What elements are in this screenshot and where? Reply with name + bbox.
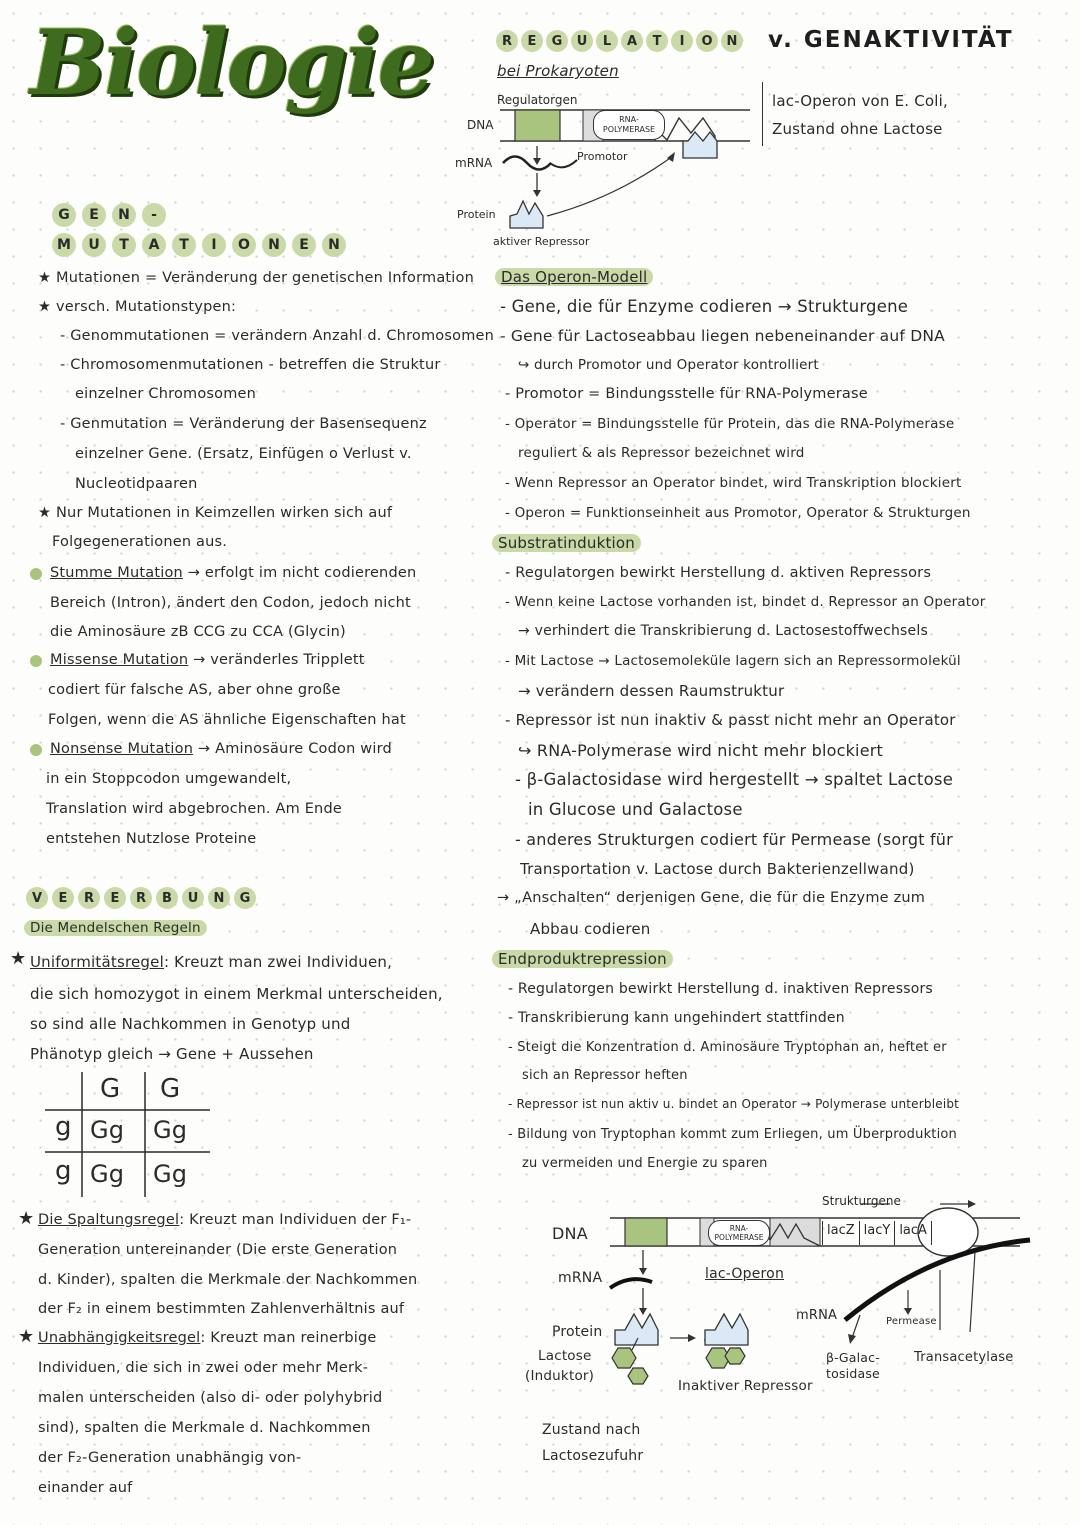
heading-letter: M bbox=[52, 233, 76, 257]
vererbung-heading bbox=[26, 887, 256, 909]
independence-rule-desc: : Kreuzt man reinerbige bbox=[200, 1330, 377, 1346]
mutation-line: Folgen, wenn die AS ähnliche Eigenschaften hat bbox=[48, 712, 406, 728]
heading-letter: E bbox=[52, 887, 74, 909]
heading-letter: V bbox=[26, 887, 48, 909]
mutation-line: entstehen Nutzlose Proteine bbox=[46, 831, 257, 847]
punnett-cell: Gg bbox=[153, 1160, 188, 1188]
inheritance-line: Generation untereinander (Die erste Generation bbox=[38, 1242, 398, 1258]
induction-line: → verändern dessen Raumstruktur bbox=[518, 682, 785, 700]
substrate-induction-heading bbox=[492, 534, 641, 552]
induction-line: in Glucose und Galactose bbox=[528, 800, 743, 819]
repression-line: - Bildung von Tryptophan kommt zum Erliegen, um Überproduktion bbox=[508, 1127, 957, 1142]
protein-label: Protein bbox=[457, 208, 496, 221]
heading-letter: U bbox=[82, 233, 106, 257]
mutation-line: einzelner Gene. (Ersatz, Einfügen o Verlust v. bbox=[75, 446, 412, 462]
heading-letter: G bbox=[546, 30, 568, 52]
silent-mutation-line bbox=[50, 565, 416, 581]
mutation-line: ★ Nur Mutationen in Keimzellen wirken sich auf bbox=[38, 505, 393, 521]
structural-genes-label: Strukturgene bbox=[822, 1194, 901, 1208]
b-galactosidase-line2: tosidase bbox=[826, 1366, 880, 1381]
mutation-line: ★ versch. Mutationstypen: bbox=[38, 299, 237, 315]
heading-letter: R bbox=[496, 30, 518, 52]
mutation-line: ★ Mutationen = Veränderung der genetischen Information bbox=[38, 270, 474, 286]
induction-line: - Regulatorgen bewirkt Herstellung d. aktiven Repressors bbox=[505, 565, 932, 581]
state-caption: Lactosezufuhr bbox=[542, 1448, 644, 1464]
mutation-line: einzelner Chromosomen bbox=[75, 386, 257, 402]
induction-line: → „Anschalten“ derjenigen Gene, die für die Enzyme zum bbox=[497, 890, 926, 906]
repression-line: - Regulatorgen bewirkt Herstellung d. inaktiven Repressors bbox=[508, 981, 933, 997]
rna-polymerase-label: RNA-POLYMERASE bbox=[602, 115, 656, 134]
end-product-repression-heading bbox=[492, 950, 673, 968]
repression-line: - Steigt die Konzentration d. Aminosäure Tryptophan an, heftet er bbox=[508, 1040, 947, 1055]
heading-letter: T bbox=[172, 233, 196, 257]
punnett-row-label: g bbox=[55, 1112, 72, 1142]
induction-line: - Wenn keine Lactose vorhanden ist, bindet d. Repressor an Operator bbox=[505, 594, 986, 610]
mrna-label: mRNA bbox=[455, 156, 493, 170]
heading-letter: E bbox=[292, 233, 316, 257]
repression-line: - Transkribierung kann ungehindert stattfinden bbox=[508, 1010, 845, 1026]
dna-label: DNA bbox=[552, 1224, 588, 1243]
uniformity-rule-line bbox=[30, 953, 392, 971]
mutation-line: Folgegenerationen aus. bbox=[52, 534, 228, 550]
mendel-subheading bbox=[24, 920, 207, 936]
inheritance-line: so sind alle Nachkommen in Genotyp und bbox=[30, 1015, 351, 1033]
induction-line: - Mit Lactose → Lactosemoleküle lagern sich an Repressormolekül bbox=[505, 653, 961, 669]
mutation-line: codiert für falsche AS, aber ohne große bbox=[48, 682, 341, 698]
heading-letter: O bbox=[232, 233, 256, 257]
protein-label: Protein bbox=[552, 1324, 603, 1340]
heading-letter: N bbox=[262, 233, 286, 257]
operon-heading bbox=[495, 268, 653, 286]
punnett-header-cell: G bbox=[100, 1074, 121, 1104]
mutation-line: - Genmutation = Veränderung der Basensequenz bbox=[60, 416, 427, 432]
inheritance-line: d. Kinder), spalten die Merkmale der Nachkommen bbox=[38, 1272, 418, 1288]
heading-letter: B bbox=[156, 887, 178, 909]
operon-line: ↪ durch Promotor und Operator kontrolliert bbox=[518, 357, 819, 373]
promotor-label: Promotor bbox=[577, 150, 628, 163]
heading-letter: T bbox=[646, 30, 668, 52]
regulation-heading bbox=[496, 30, 743, 52]
gene-lacy: lacY bbox=[859, 1221, 895, 1245]
induction-line: - anderes Strukturgen codiert für Permease (sorgt für bbox=[515, 830, 953, 849]
page-title: Biologie bbox=[30, 10, 433, 116]
permease-label: Permease bbox=[886, 1316, 937, 1327]
segregation-rule-desc: : Kreuzt man Individuen der F₁- bbox=[179, 1212, 412, 1228]
regulation-subheading: bei Prokaryoten bbox=[497, 62, 619, 80]
operon-line: - Gene, die für Enzyme codieren → Strukturgene bbox=[500, 297, 909, 316]
mutation-line: - Genommutationen = verändern Anzahl d. Chromosomen bbox=[60, 328, 495, 344]
uniformity-rule-term: Uniformitätsregel bbox=[30, 953, 164, 971]
mrna-label: mRNA bbox=[558, 1270, 603, 1286]
regulatorgen-label: Regulatorgen bbox=[497, 93, 578, 107]
independence-rule-line bbox=[38, 1330, 376, 1346]
nonsense-mutation-desc: → Aminosäure Codon wird bbox=[197, 741, 392, 757]
rna-polymerase-label: RNA-POLYMERASE bbox=[714, 1224, 764, 1242]
heading-letter: U bbox=[571, 30, 593, 52]
gen-heading-line1 bbox=[52, 203, 166, 227]
heading-letter: G bbox=[52, 203, 76, 227]
inheritance-line: der F₂ in einem bestimmten Zahlenverhältnis auf bbox=[38, 1301, 405, 1317]
punnett-cell: Gg bbox=[90, 1116, 125, 1144]
repression-line: - Repressor ist nun aktiv u. bindet an Operator → Polymerase unterbleibt bbox=[508, 1097, 960, 1111]
mutation-line: Translation wird abgebrochen. Am Ende bbox=[46, 801, 342, 817]
gen-heading-line2 bbox=[52, 233, 346, 257]
heading-letter: - bbox=[142, 203, 166, 227]
end-product-repression-heading-text: Endproduktrepression bbox=[492, 950, 673, 968]
heading-letter: G bbox=[234, 887, 256, 909]
operon-line: - Operator = Bindungsstelle für Protein, das die RNA-Polymerase bbox=[505, 416, 955, 432]
heading-letter: I bbox=[671, 30, 693, 52]
punnett-row-label: g bbox=[55, 1156, 72, 1186]
heading-letter: N bbox=[208, 887, 230, 909]
b-galactosidase-label bbox=[826, 1350, 880, 1382]
inheritance-line: malen unterscheiden (also di- oder polyhybrid bbox=[38, 1390, 383, 1406]
b-galactosidase-line1: β-Galac- bbox=[826, 1350, 880, 1365]
operon-line: - Promotor = Bindungsstelle für RNA-Polymerase bbox=[505, 386, 868, 402]
repression-line: zu vermeiden und Energie zu sparen bbox=[522, 1156, 768, 1171]
heading-letter: N bbox=[112, 203, 136, 227]
lac-operon-label: lac-Operon bbox=[705, 1266, 785, 1282]
heading-letter: I bbox=[202, 233, 226, 257]
segregation-rule-term: Die Spaltungsregel bbox=[38, 1212, 180, 1228]
heading-letter: N bbox=[322, 233, 346, 257]
heading-letter: E bbox=[82, 203, 106, 227]
inheritance-line: einander auf bbox=[38, 1480, 133, 1496]
nonsense-mutation-line bbox=[50, 741, 392, 757]
punnett-cell: Gg bbox=[153, 1116, 188, 1144]
heading-letter: N bbox=[721, 30, 743, 52]
operon-line: - Operon = Funktionseinheit aus Promotor, Operator & Strukturgen bbox=[505, 505, 971, 521]
mendel-subheading-text: Die Mendelschen Regeln bbox=[24, 920, 207, 936]
regulation-heading-suffix: v. GENAKTIVITÄT bbox=[768, 27, 1014, 53]
lactose-label: Lactose bbox=[538, 1348, 592, 1364]
gene-boxes bbox=[822, 1221, 932, 1245]
nonsense-mutation-term: Nonsense Mutation bbox=[50, 741, 194, 757]
gene-laca: lacA bbox=[894, 1221, 932, 1245]
operon-heading-text: Das Operon-Modell bbox=[495, 268, 653, 286]
inheritance-line: Individuen, die sich in zwei oder mehr Merk- bbox=[38, 1360, 369, 1376]
repression-line: sich an Repressor heften bbox=[522, 1068, 688, 1083]
heading-letter: E bbox=[521, 30, 543, 52]
substrate-induction-heading-text: Substratinduktion bbox=[492, 534, 641, 552]
punnett-cell: Gg bbox=[90, 1160, 125, 1188]
heading-letter: O bbox=[696, 30, 718, 52]
gene-lacz: lacZ bbox=[822, 1221, 859, 1245]
induction-line: - β-Galactosidase wird hergestellt → spaltet Lactose bbox=[515, 770, 954, 789]
missense-mutation-desc: → veränderles Tripplett bbox=[193, 652, 365, 668]
operon-line: - Gene für Lactoseabbau liegen nebeneinander auf DNA bbox=[500, 327, 945, 345]
missense-mutation-term: Missense Mutation bbox=[50, 652, 189, 668]
induction-line: ↪ RNA-Polymerase wird nicht mehr blockiert bbox=[518, 741, 883, 760]
operon-line: reguliert & als Repressor bezeichnet wird bbox=[518, 445, 805, 461]
star-icon: ★ bbox=[18, 1326, 35, 1347]
heading-letter: R bbox=[130, 887, 152, 909]
mutation-line: Bereich (Intron), ändert den Codon, jedoch nicht bbox=[50, 595, 411, 611]
mrna-label: mRNA bbox=[796, 1308, 838, 1323]
uniformity-rule-desc: : Kreuzt man zwei Individuen, bbox=[163, 953, 393, 971]
silent-mutation-term: Stumme Mutation bbox=[50, 565, 183, 581]
state-caption: Zustand nach bbox=[542, 1422, 641, 1438]
induction-line: Transportation v. Lactose durch Bakterienzellwand) bbox=[520, 860, 915, 878]
transacetylase-label: Transacetylase bbox=[914, 1350, 1014, 1365]
operon-line: - Wenn Repressor an Operator bindet, wird Transkription blockiert bbox=[505, 475, 962, 491]
punnett-header-cell: G bbox=[160, 1074, 181, 1104]
diagram-note: lac-Operon von E. Coli, bbox=[772, 92, 948, 110]
induction-line: → verhindert die Transkribierung d. Lactosestoffwechsels bbox=[518, 623, 928, 639]
inactive-repressor-label: Inaktiver Repressor bbox=[678, 1378, 813, 1394]
induction-line: - Repressor ist nun inaktiv & passt nicht mehr an Operator bbox=[505, 711, 956, 729]
operon-diagram-repressed bbox=[455, 88, 755, 258]
inheritance-line: sind), spalten die Merkmale d. Nachkommen bbox=[38, 1420, 371, 1436]
independence-rule-term: Unabhängigkeitsregel bbox=[38, 1330, 201, 1346]
rna-polymerase-box bbox=[708, 1220, 770, 1246]
heading-letter: A bbox=[142, 233, 166, 257]
inheritance-line: die sich homozygot in einem Merkmal unterscheiden, bbox=[30, 985, 443, 1003]
heading-letter: R bbox=[78, 887, 100, 909]
mutation-line: die Aminosäure zB CCG zu CCA (Glycin) bbox=[50, 624, 346, 640]
inheritance-line: der F₂-Generation unabhängig von- bbox=[38, 1450, 302, 1466]
heading-letter: T bbox=[112, 233, 136, 257]
mutation-line: in ein Stoppcodon umgewandelt, bbox=[46, 771, 292, 787]
star-icon: ★ bbox=[10, 948, 27, 969]
dna-label: DNA bbox=[467, 118, 494, 132]
diagram-note-divider bbox=[762, 82, 763, 146]
bullet-dot-icon bbox=[30, 744, 42, 756]
heading-letter: E bbox=[104, 887, 126, 909]
rna-polymerase-box bbox=[593, 110, 665, 140]
bullet-dot-icon bbox=[30, 568, 42, 580]
bullet-dot-icon bbox=[30, 655, 42, 667]
heading-letter: A bbox=[621, 30, 643, 52]
mutation-line: - Chromosomenmutationen - betreffen die Struktur bbox=[60, 357, 441, 373]
heading-letter: U bbox=[182, 887, 204, 909]
operon-diagram-induced bbox=[525, 1190, 1050, 1480]
inductor-label: (Induktor) bbox=[525, 1368, 595, 1384]
inheritance-line: Phänotyp gleich → Gene + Aussehen bbox=[30, 1045, 314, 1063]
segregation-rule-line bbox=[38, 1212, 411, 1228]
missense-mutation-line bbox=[50, 652, 365, 668]
diagram-note: Zustand ohne Lactose bbox=[772, 120, 943, 138]
induction-line: Abbau codieren bbox=[530, 920, 651, 938]
silent-mutation-desc: → erfolgt im nicht codierenden bbox=[187, 565, 417, 581]
active-repressor-label: aktiver Repressor bbox=[493, 235, 590, 248]
star-icon: ★ bbox=[18, 1208, 35, 1229]
mutation-line: Nucleotidpaaren bbox=[75, 476, 198, 492]
heading-letter: L bbox=[596, 30, 618, 52]
